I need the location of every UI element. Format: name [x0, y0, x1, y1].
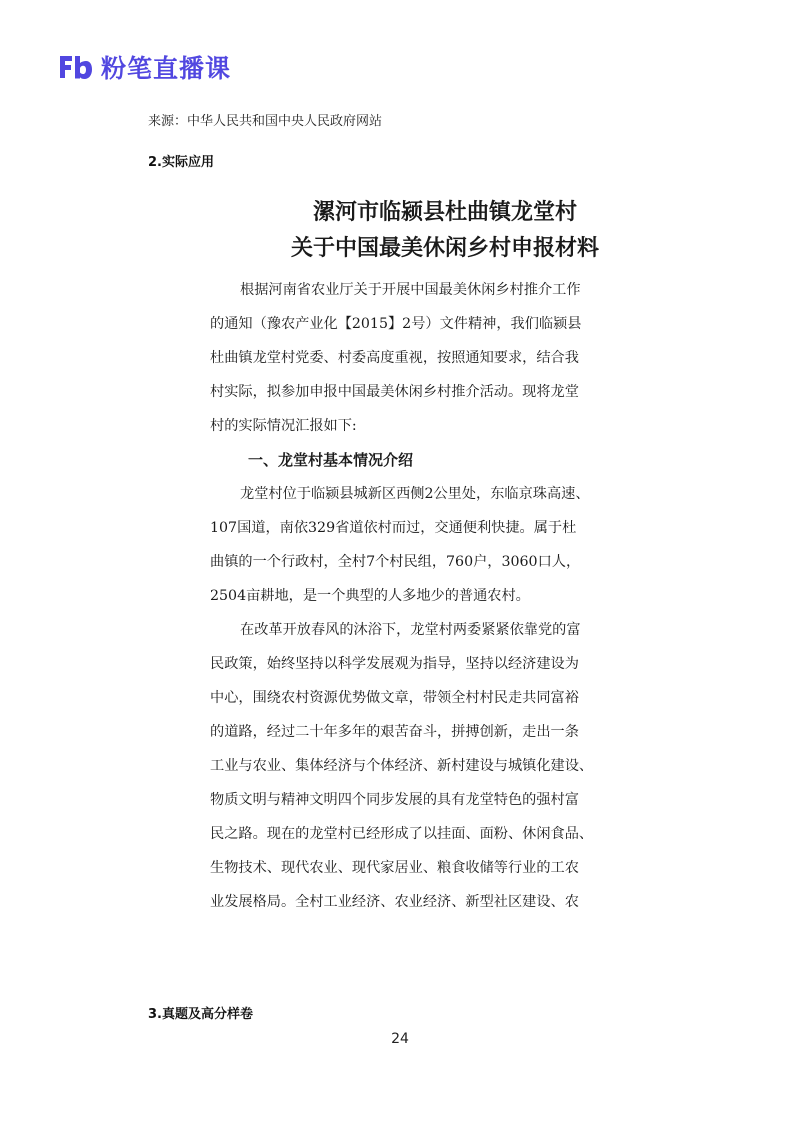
scanned-document: [210, 195, 680, 919]
text-line: 的道路，经过二十年多年的艰苦奋斗，拼搏创新，走出一条: [210, 724, 579, 740]
text-line: 业发展格局。全村工业经济、农业经济、新型社区建设、农: [210, 894, 579, 910]
fb-logo-icon: [57, 52, 93, 82]
document-title: [210, 195, 680, 267]
text-line: 民之路。现在的龙堂村已经形成了以挂面、面粉、休闲食品、: [210, 826, 594, 842]
page-number: 24: [391, 1031, 409, 1047]
document-title-line1: 漯河市临颍县杜曲镇龙堂村: [312, 200, 577, 225]
brand-name: 粉笔直播课: [101, 54, 232, 83]
text-line: 曲镇的一个行政村，全村7个村民组，760户，3060口人，: [210, 554, 581, 570]
section-heading-practical: 2.实际应用: [148, 155, 214, 170]
text-line: 工业与农业、集体经济与个体经济、新村建设与城镇化建设、: [210, 758, 594, 774]
text-line: 生物技术、现代农业、现代家居业、粮食收储等行业的工农: [210, 860, 579, 876]
document-heading: 一、龙堂村基本情况介绍: [248, 451, 414, 469]
text-line: 村的实际情况汇报如下:: [210, 418, 357, 434]
text-line: 的通知（豫农产业化【2015】2号）文件精神，我们临颍县: [210, 316, 582, 332]
text-line: 在改革开放春风的沐浴下，龙堂村两委紧紧依靠党的富: [240, 622, 581, 638]
text-line: 根据河南省农业厅关于开展中国最美休闲乡村推介工作: [240, 282, 581, 298]
text-line: 2504亩耕地，是一个典型的人多地少的普通农村。: [210, 588, 530, 604]
document-body: [210, 273, 680, 919]
document-title-line2: 关于中国最美休闲乡村申报材料: [290, 236, 599, 261]
brand-logo: [57, 50, 231, 84]
text-line: 中心，围绕农村资源优势做文章，带领全村村民走共同富裕: [210, 690, 579, 706]
text-line: 民政策，始终坚持以科学发展观为指导，坚持以经济建设为: [210, 656, 579, 672]
text-line: 107国道，南依329省道依村而过，交通便利快捷。属于杜: [210, 520, 577, 536]
text-line: 杜曲镇龙堂村党委、村委高度重视，按照通知要求，结合我: [210, 350, 579, 366]
source-line: 来源：中华人民共和国中央人民政府网站: [148, 114, 383, 129]
section-heading-exam: 3.真题及高分样卷: [148, 1007, 253, 1022]
text-line: 物质文明与精神文明四个同步发展的具有龙堂特色的强村富: [210, 792, 579, 808]
text-line: 村实际，拟参加申报中国最美休闲乡村推介活动。现将龙堂: [210, 384, 579, 400]
text-line: 龙堂村位于临颍县城新区西侧2公里处，东临京珠高速、: [240, 486, 590, 502]
